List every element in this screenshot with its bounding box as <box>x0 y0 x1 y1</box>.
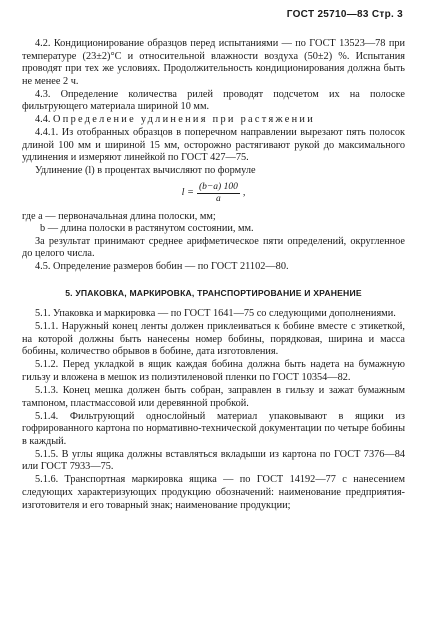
formula-denominator: a <box>216 194 221 205</box>
paragraph-5-1-2: 5.1.2. Перед укладкой в ящик каждая бобина должна быть надета на бумажную гильзу и вложена в мешок из полиэтиленовой пленки по ГОСТ 10354—82. <box>22 359 405 384</box>
formula-intro: Удлинение (l) в процентах вычисляют по формуле <box>35 165 256 177</box>
paragraph-result: За результат принимают среднее арифметическое пяти определений, округленное до целого числа. <box>22 235 405 260</box>
paragraph-4-4-number: 4.4. <box>35 114 51 126</box>
formula-lhs: l = <box>181 187 194 199</box>
paragraph-5-1: 5.1. Упаковка и маркировка — по ГОСТ 1641—75 со следующими дополнениями. <box>35 308 396 320</box>
formula-fraction <box>197 182 240 205</box>
paragraph-5-1-6: 5.1.6. Транспортная маркировка ящика — по ГОСТ 14192—77 с нанесением следующих характеризующих продукцию обозначений: наименование предприятия-изготовителя и его товарный знак; наименование продукции; <box>22 474 405 511</box>
document-body <box>22 38 405 513</box>
paragraph-4-4-title: Определение удлинения при растяжении <box>53 114 316 126</box>
paragraph-5-1-3: 5.1.3. Конец мешка должен быть собран, заправлен в гильзу и зажат бумажным тампоном, пластмассовой или деревянной пробкой. <box>22 385 405 409</box>
formula <box>22 179 405 209</box>
paragraph-4-4-1: 4.4.1. Из отобранных образцов в поперечном направлении вырезают пять полосок длиной 100 мм и шириной 15 мм, осторожно растягивают рукой до максимального удлинения и измеряют линейкой по ГОСТ 427—75. <box>22 127 405 164</box>
paragraph-5-1-4: 5.1.4. Фильтрующий однослойный материал упаковывают в ящики из гофрированного картона по нормативно-технической документации по четыре бобины в каждый. <box>22 410 405 447</box>
formula-tail: , <box>242 187 246 199</box>
paragraph-4-2: 4.2. Кондиционирование образцов перед испытаниями — по ГОСТ 13523—78 при температуре (23±2)°C и относительной влажности воздуха (50±2) %. Испытания проводят при тех же условиях. Продолжительность кондиционирования должна быть не менее 2 ч. <box>22 38 405 87</box>
section-5-title: 5. УПАКОВКА, МАРКИРОВКА, ТРАНСПОРТИРОВАНИЕ И ХРАНЕНИЕ <box>65 287 362 298</box>
paragraph-4-3: 4.3. Определение количества рилей проводят подсчетом их на полоске фильтрующего материала шириной 10 мм. <box>22 88 405 113</box>
variable-b-definition: b — длина полоски в растянутом состоянии, мм. <box>40 223 254 235</box>
paragraph-4-5: 4.5. Определение размеров бобин — по ГОСТ 21102—80. <box>35 261 289 273</box>
paragraph-4-4-heading <box>22 114 405 127</box>
page-header: ГОСТ 25710—83 Стр. 3 <box>286 9 403 20</box>
variable-a-definition: где a — первоначальная длина полоски, мм; <box>22 210 216 222</box>
paragraph-5-1-5: 5.1.5. В углы ящика должны вставляться вкладыши из картона по ГОСТ 7376—84 или ГОСТ 7933—75. <box>22 448 405 473</box>
formula-numerator: (b−a) 100 <box>198 182 238 193</box>
paragraph-5-1-1: 5.1.1. Наружный конец ленты должен приклеиваться к бобине вместе с этикеткой, на которой должны быть нанесены номер бобины, порядковая, ширина и масса бобины, количество обрывов в бобине, дата изготовления. <box>22 321 405 358</box>
